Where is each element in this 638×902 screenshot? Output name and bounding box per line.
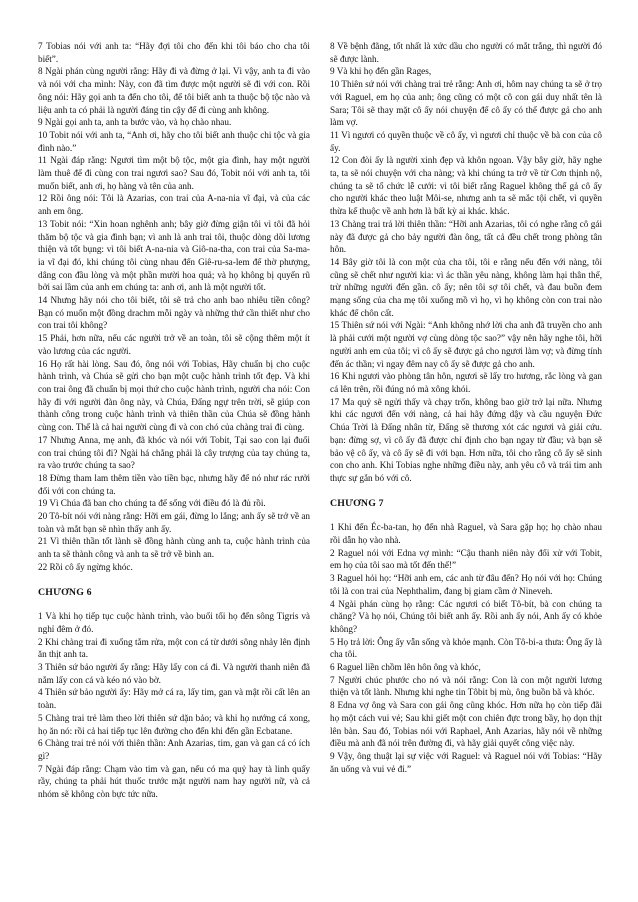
verse: 6 Raguel liền chồm lên hôn ông và khóc,: [330, 662, 481, 673]
verse: 11 Ngài đáp rằng: Ngươi tìm một bộ tộc, một gia đình, hay một người làm thuê để đi cùng con trai ngươi sao? Sau đó, Tobit nói với anh ta, tôi muốn biết, anh ơi, họ hàng và tên của anh.: [38, 155, 310, 191]
chapter-heading-6: CHƯƠNG 6: [38, 586, 92, 598]
verse: 1 Khi đến Éc-ba-tan, họ đến nhà Raguel, và Sara gặp họ; họ chào nhau rồi dẫn họ vào nhà.: [330, 522, 602, 546]
right-column: [330, 40, 602, 775]
verse: 12 Con đòi ấy là người xinh đẹp và khôn ngoan. Vậy bây giờ, hãy nghe ta, ta sẽ nói chuyện với cha nàng; và khi chúng ta trở về từ Cơn thịnh nộ, chúng ta sẽ tổ chức lễ cưới: vì tôi biết rằng Raguel không thể gả cô ấy cho người khác theo luật Môi-se, nhưng anh ta sẽ mắc tội chết, vì quyền thừa kế thuộc về anh hơn là bất kỳ ai khác. khác.: [330, 155, 602, 217]
verse: 15 Phải, hơn nữa, nếu các người trở về an toàn, tôi sẽ cộng thêm một ít vào lương của các người.: [38, 333, 310, 356]
verse: 12 Rồi ông nói: Tôi là Azarias, con trai của A-na-nia vĩ đại, và của các anh em ông.: [38, 193, 310, 217]
verse: 9 Và khi họ đến gần Rages,: [330, 66, 432, 77]
verse: 7 Ngài đáp rằng: Chạm vào tim và gan, nếu có ma quỷ hay tà linh quấy rầy, chúng ta phải hút thuốc trước mặt người nam hay người nữ, và cả nhóm sẽ không còn bực tức nữa.: [38, 763, 310, 800]
verse: 15 Thiên sứ nói với Ngài: “Anh không nhớ lời cha anh đã truyền cho anh là phải cưới một người vợ cùng dòng tộc sao?” vậy nên hãy nghe tôi, hỡi người anh em của tôi; vì cô ấy sẽ được gả cho ngươi làm vợ; và đừng tính đến ác thần; vì ngay đêm nay cô ấy sẽ được gả cho anh.: [330, 320, 602, 369]
verse: 13 Tobit nói: “Xin hoan nghênh anh; bây giờ đừng giận tôi vì tôi đã hỏi thăm bộ tộc và gia đình bạn; vì anh là anh trai tôi, thuộc dòng dõi lương thiện và tốt bụng: vì tôi biết A-na-nia và Giô-na-tha, con trai của Sa-ma-ia vĩ đại đó, khi chúng tôi cùng nhau đến Giê-ru-sa-lem để thờ phượng, dâng con đầu lòng và một phần mười hoa quả; và họ không bị quyến rũ bởi sai lầm của anh em chúng ta: anh ơi, anh là một người tốt.: [38, 218, 310, 293]
verse: 10 Thiên sứ nói với chàng trai trẻ rằng: Anh ơi, hôm nay chúng ta sẽ ở trọ với Raguel, em họ của anh; ông cũng có một cô con gái duy nhất tên là Sara; Tôi sẽ thay mặt cô ấy nói chuyện để cô ấy có thể được gả cho anh làm vợ.: [330, 79, 602, 128]
verse: 16 Khi ngươi vào phòng tân hôn, ngươi sẽ lấy tro hương, rắc lòng và gan cá lên trên, rồi đúng nó mà xông khói.: [330, 371, 602, 394]
verse: 8 Về bệnh đãng, tốt nhất là xức dầu cho người có mắt trắng, thì người đó sẽ được lành.: [330, 41, 602, 64]
verse: 4 Thiên sứ bảo người ấy: Hãy mở cá ra, lấy tim, gan và mật rồi cất lên an toàn.: [38, 687, 310, 711]
verse-list-chapter-6-cont: [330, 40, 602, 485]
verse: 8 Edna vợ ông và Sara con gái ông cũng khóc. Hơn nữa họ còn tiếp đãi họ một cách vui vẻ; Sau khi giết một con chiên đực trong bầy, họ dọn thịt lên bàn. Sau đó, Tobias nói với Raphael, Anh Azarias, hãy nói về những điều mà anh đã nói trên đường đi, và hãy giải quyết công việc này.: [330, 700, 602, 749]
verse: 13 Chàng trai trả lời thiên thần: “Hỡi anh Azarias, tôi có nghe rằng cô gái này đã được gả cho bảy người đàn ông, tất cả đều chết trong phòng tân hôn.: [330, 218, 602, 255]
verse: 7 Tobias nói với anh ta: “Hãy đợi tôi cho đến khi tôi báo cho cha tôi biết”.: [38, 41, 310, 64]
verse: 17 Ma quỷ sẽ ngửi thấy và chạy trốn, không bao giờ trở lại nữa. Nhưng khi các ngươi đến với nàng, cả hai hãy đứng dậy và cầu nguyện Đức Chúa Trời là Đấng nhân từ, Đấng sẽ thương xót các ngươi và giải cứu. bạn: đừng sợ, vì cô ấy đã được chỉ định cho bạn ngay từ đầu; và bạn sẽ bảo vệ cô ấy, và cô ấy sẽ đi với bạn. Hơn nữa, tôi cho rằng cô ấy sẽ sinh con cho anh. Khi Tobias nghe những điều này, anh yêu cô và trái tim anh thực sự gắn bó với cô.: [330, 396, 602, 483]
verse-list-chapter-5: [38, 40, 310, 574]
verse: 22 Rồi cô ấy ngừng khóc.: [38, 561, 133, 572]
verse: 11 Vì ngươi có quyền thuộc về cô ấy, vì ngươi chỉ thuộc về bà con của cô ấy.: [330, 129, 602, 153]
verse: 6 Chàng trai trẻ nói với thiên thần: Anh Azarias, tim, gan và gan cá có ích gì?: [38, 738, 310, 761]
verse: 3 Thiên sứ bảo người ấy rằng: Hãy lấy con cá đi. Và người thanh niên đã nắm lấy con cá và kéo nó vào bờ.: [38, 662, 310, 685]
verse: 16 Họ rất hài lòng. Sau đó, ông nói với Tobias, Hãy chuẩn bị cho cuộc hành trình, và Chúa sẽ gửi cho bạn một cuộc hành trình tốt đẹp. Và khi con trai ông đã chuẩn bị mọi thứ cho cuộc hành trình, người cha nói: Con hãy đi với người đàn ông này, và Chúa, Đấng ngự trên trời, sẽ giúp con thành công trong cuộc hành trình và thiên thần của Chúa sẽ đồng hành cùng con. Thế là cả hai người cùng đi và con chó của chàng trai đi cùng.: [38, 358, 310, 433]
verse: 3 Raguel hỏi họ: “Hỡi anh em, các anh từ đâu đến? Họ nói với họ: Chúng tôi là con trai của Nephthalim, đang bị giam cầm ở Nineveh.: [330, 573, 602, 596]
verse: 4 Ngài phán cùng họ rằng: Các ngươi có biết Tô-bít, bà con chúng ta chăng? Và họ nói, Chúng tôi biết anh ấy. Rồi anh ấy nói, Anh ấy có khỏe không?: [330, 598, 602, 634]
verse: 9 Ngài gọi anh ta, anh ta bước vào, và họ chào nhau.: [38, 117, 232, 128]
verse: 14 Nhưng hãy nói cho tôi biết, tôi sẽ trả cho anh bao nhiêu tiền công? Bạn có muốn một đồng drachm mỗi ngày và những thứ cần thiết như cho con trai tôi không?: [38, 295, 310, 331]
verse: 14 Bây giờ tôi là con một của cha tôi, tôi e rằng nếu đến với nàng, tôi cũng sẽ chết như người kia: vì ác thần yêu nàng, không làm hại thân thể, trừ những người đến gần. cô ấy; nên tôi sợ tôi chết, và đau buồn đem mạng sống của cha mẹ tôi xuống mồ vì họ, vì họ không còn con trai nào khác để chôn cất.: [330, 256, 602, 318]
verse: 19 Vì Chúa đã ban cho chúng ta để sống với điều đó là đủ rồi.: [38, 498, 266, 509]
verse: 7 Người chúc phước cho nó và nói rằng: Con là con một người lương thiện và tốt lành. Nhưng khi nghe tin Tôbit bị mù, ông buồn bã và khóc.: [330, 674, 602, 698]
verse: 21 Vì thiên thần tốt lành sẽ đồng hành cùng anh ta, cuộc hành trình của anh ta sẽ thành công và anh ta sẽ trở về bình an.: [38, 536, 310, 560]
verse: 20 Tô-bít nói với nàng rằng: Hỡi em gái, đừng lo lắng; anh ấy sẽ trở về an toàn và mắt bạn sẽ nhìn thấy anh ấy.: [38, 511, 310, 534]
verse-list-chapter-7: [330, 521, 602, 775]
verse: 18 Đừng tham lam thêm tiền vào tiền bạc, nhưng hãy để nó như rác rưởi đối với con chúng ta.: [38, 472, 310, 496]
verse: 2 Khi chàng trai đi xuống tắm rửa, một con cá từ dưới sông nhảy lên định ăn thịt anh ta.: [38, 636, 310, 660]
verse: 1 Và khi họ tiếp tục cuộc hành trình, vào buổi tối họ đến sông Tigris và nghỉ đêm ở đó.: [38, 611, 310, 634]
verse: 8 Ngài phán cùng người rằng: Hãy đi và đừng ở lại. Vì vậy, anh ta đi vào và nói với cha mình: Này, con đã tìm được một người sẽ đi với con. Rồi ông nói: Hãy gọi anh ta đến cho tôi, để tôi biết anh ta thuộc bộ tộc nào và liệu anh ta có phải là người đáng tin cậy để đi cùng anh không.: [38, 66, 310, 115]
chapter-heading-7: CHƯƠNG 7: [330, 497, 384, 509]
verse: 5 Chàng trai trẻ làm theo lời thiên sứ dặn bảo; và khi họ nướng cá xong, họ ăn nó: rồi cả hai tiếp tục lên đường cho đến khi đến gần Ecbatane.: [38, 712, 310, 736]
verse-list-chapter-6: [38, 610, 310, 801]
verse: 10 Tobit nói với anh ta, “Anh ơi, hãy cho tôi biết anh thuộc chi tộc và gia đình nào.”: [38, 129, 310, 153]
verse: 17 Nhưng Anna, mẹ anh, đã khóc và nói với Tobit, Tại sao con lại đuổi con trai chúng tôi đi? Ngài há chẳng phải là cây trượng của tay chúng ta, ra vào trước chúng ta sao?: [38, 434, 310, 471]
left-column: [38, 40, 310, 801]
verse: 5 Họ trả lời: Ông ấy vẫn sống và khỏe mạnh. Còn Tô-bi-a thưa: Ông ấy là cha tôi.: [330, 636, 602, 660]
verse: 9 Vậy, ông thuật lại sự việc với Raguel: và Raguel nói với Tobias: “Hãy ăn uống và vui vẻ đi.”: [330, 750, 602, 774]
verse: 2 Raguel nói với Edna vợ mình: “Cậu thanh niên này đối xử với Tobit, em họ của tôi sao mà tốt đến thế!”: [330, 547, 602, 571]
